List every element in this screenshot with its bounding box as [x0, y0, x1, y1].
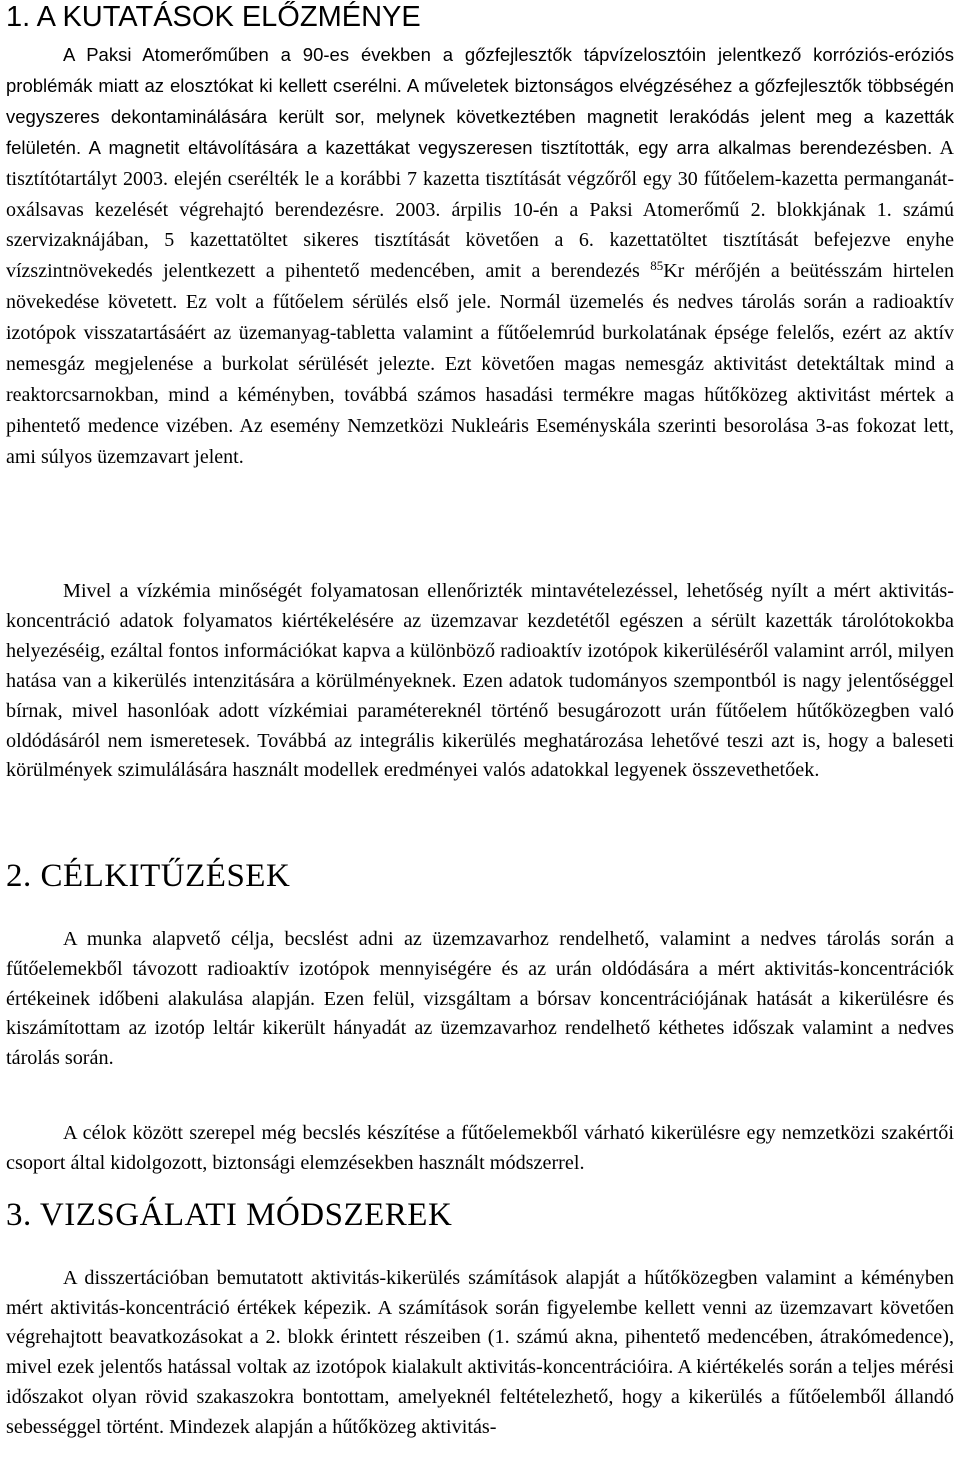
section-1-paragraph-1-sans-a: A Paksi Atomerőműben a 90-es években a gőzfejlesztők tápvízelosztóin jelentkező korróziós-eróziós problémák miatt az elosztókat ki kellett cserélni. A műveletek biztonságos elvégzéséhez a gőzfejlesztők többségén vegyszeres dekontaminálására került sor, melynek következtében magnetit lerakódás jelent meg a kazetták felületén. [6, 44, 954, 158]
section-3-title: 3. VIZSGÁLATI MÓDSZEREK [6, 1197, 453, 1233]
section-1-paragraph-2: Mivel a vízkémia minőségét folyamatosan ellenőrizték mintavételezéssel, lehetőség nyílt a mért aktivitás-koncentráció adatok folyamatos kiértékelésére az üzemzavar kezdetétől egészen a sérült kazetták tárolótokokba helyezéséig, ezáltal fontos információkat kapva a különböző radioaktív izotópok kikerüléséről valamint arról, milyen hatása van a kikerülés intenzitására a körülményeknek. Ezen adatok tudományos szempontból is nagy jelentőséggel bírnak, mivel hasonlóak adott vízkémiai paramétereknél történő besugározott urán fűtőelem hűtőközegben való oldódásáról nem ismeretesek. Továbbá az integrális kikerülés meghatározása lehetővé teszi azt is, hogy a baleseti körülmények szimulálására használt modellek eredményei valós adatokkal legyenek összevethetőek. [6, 580, 954, 782]
section-2-paragraph-2: A célok között szerepel még becslés készítése a fűtőelemekből várható kikerülésre egy nemzetközi szakértői csoport által kidolgozott, biztonsági elemzésekben használt módszerrel. [6, 1122, 954, 1174]
section-1-paragraph-1 [6, 40, 954, 473]
section-2-title: 2. CÉLKITŰZÉSEK [6, 858, 291, 894]
section-2-paragraph-1: A munka alapvető célja, becslést adni az üzemzavarhoz rendelhető, valamint a nedves tárolás során a fűtőelemekből távozott radioaktív izotópok mennyiségére és az urán oldódására a mért aktivitás-koncentrációk értékeinek időbeni alakulása alapján. Ezen felül, vizsgáltam a bórsav koncentrációjának hatását a kikerülésre és kiszámítottam az izotóp leltár kikerült hányadát az üzemzavarhoz rendelhető kéthetes időszak valamint a nedves tárolás során. [6, 928, 954, 1070]
section-1-paragraph-1-sans-b: A magnetit eltávolítására a kazettákat vegyszeresen tisztították, egy arra alkalmas berendezésben. [81, 136, 933, 158]
krypton-mass-number: 85 [650, 258, 664, 274]
section-1-paragraph-1-serif-b: Kr mérőjén a beütésszám hirtelen növekedése követett. Ez volt a fűtőelem sérülés első jele. Normál üzemelés és nedves tárolás során a radioaktív izotópok visszatartásáért az üzemanyag-tabletta valamint a fűtőelemrúd burkolatának épsége felelős, ezért az aktív nemesgáz megjelenése a burkolat sérülését jelezte. Ezt követően magas nemesgáz aktivitást detektáltak mind a reaktorcsarnokban, mind a kéményben, továbbá számos hasadási termékre magas hűtőközeg aktivitást mértek a pihentető medence vizében. Az esemény Nemzetközi Nukleáris Eseményskála szerinti besorolása 3-as fokozat lett, ami súlyos üzemzavart jelent. [6, 260, 954, 468]
section-1-title: 1. A KUTATÁSOK ELŐZMÉNYE [6, 1, 421, 33]
section-1-paragraph-1-serif-a: A tisztítótartályt 2003. elején cserélték le a korábbi 7 kazetta tisztítását végzőről egy 30 fűtőelem-kazetta permanganát-oxálsavas kezelését végrehajtó berendezésre. 2003. árpilis 10-én a Paksi Atomerőmű 2. blokkjának 1. számú szervizaknájában, 5 kazettatöltet sikeres tisztítását követően a 6. kazettatöltet tisztítását befejezve enyhe vízszintnövekedés jelentkezett a pihentető medencében, amit a berendezés [6, 136, 954, 283]
section-3-paragraph-1: A disszertációban bemutatott aktivitás-kikerülés számítások alapját a hűtőközegben valamint a kéményben mért aktivitás-koncentráció értékek képezik. A számítások során figyelembe kellett venni az üzemzavart követően végrehajtott beavatkozásokat a 2. blokk érintett részeiben (1. számú akna, pihentető medencében, átrakómedence), mivel ezek jelentős hatással voltak az izotópok kialakult aktivitás-koncentrációira. A kiértékelés során a teljes mérési időszakot olyan rövid szakaszokra bontottam, amelyeknél feltételezhető, hogy a kikerülés a fűtőelemből állandó sebességgel történt. Mindezek alapján a hűtőközeg aktivitás- [6, 1267, 954, 1438]
